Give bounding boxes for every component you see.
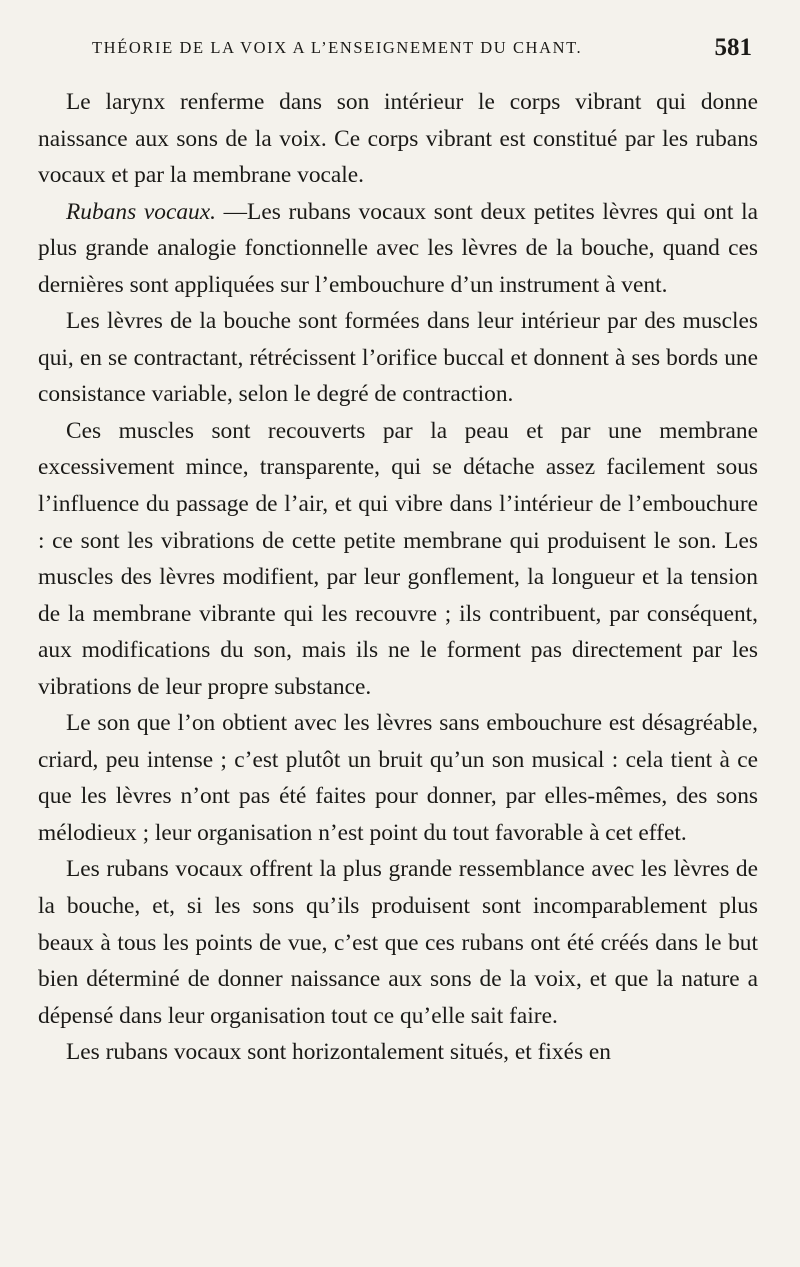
paragraph-text: —Les rubans vocaux sont deux petites lèvres qui ont la plus grande analogie fonctionnelle avec les lèvres de la bouche, quand ces dernières sont appliquées sur l’embouchure d’un instrument à vent. (38, 198, 758, 298)
running-title: THÉORIE DE LA VOIX A L’ENSEIGNEMENT DU CHANT. (92, 38, 583, 57)
paragraph: Les rubans vocaux sont horizontalement situés, et fixés en (66, 1039, 611, 1066)
paragraph: Ces muscles sont recouverts par la peau et par une membrane excessivement mince, transparente, qui se détache assez facilement sous l’influence du passage de l’air, et qui vibre dans l’intérieur de l’embouchure : ce sont les vibrations de cette petite membrane qui produisent le son. Les muscles des lèvres modifient, par leur gonflement, la longueur et la tension de la membrane vibrante qui les recouvre ; ils contribuent, par conséquent, aux modifications du son, mais ils ne le forment pas directement par les vibrations de leur propre substance. (38, 417, 758, 700)
body-text (38, 84, 758, 1071)
paragraph: Le son que l’on obtient avec les lèvres sans embouchure est désagréable, criard, peu intense ; c’est plutôt un bruit qu’un son musical : cela tient à ce que les lèvres n’ont pas été faites pour donner, par elles-mêmes, des sons mélodieux ; leur organisation n’est point du tout favorable à cet effet. (38, 710, 758, 846)
paragraph (38, 194, 758, 304)
paragraph: Les rubans vocaux offrent la plus grande ressemblance avec les lèvres de la bouche, et, si les sons qu’ils produisent sont incomparablement plus beaux à tous les points de vue, c’est que ces rubans ont été créés dans le but bien déterminé de donner naissance aux sons de la voix, et que la nature a dépensé dans leur organisation tout ce qu’elle sait faire. (38, 856, 758, 1029)
running-header (92, 34, 762, 64)
page-number: 581 (714, 34, 752, 61)
paragraph: Le larynx renferme dans son intérieur le corps vibrant qui donne naissance aux sons de la voix. Ce corps vibrant est constitué par les rubans vocaux et par la membrane vocale. (38, 89, 758, 189)
section-heading: Rubans vocaux. (66, 198, 216, 225)
paragraph: Les lèvres de la bouche sont formées dans leur intérieur par des muscles qui, en se contractant, rétrécissent l’orifice buccal et donnent à ses bords une consistance variable, selon le degré de contraction. (38, 308, 758, 408)
